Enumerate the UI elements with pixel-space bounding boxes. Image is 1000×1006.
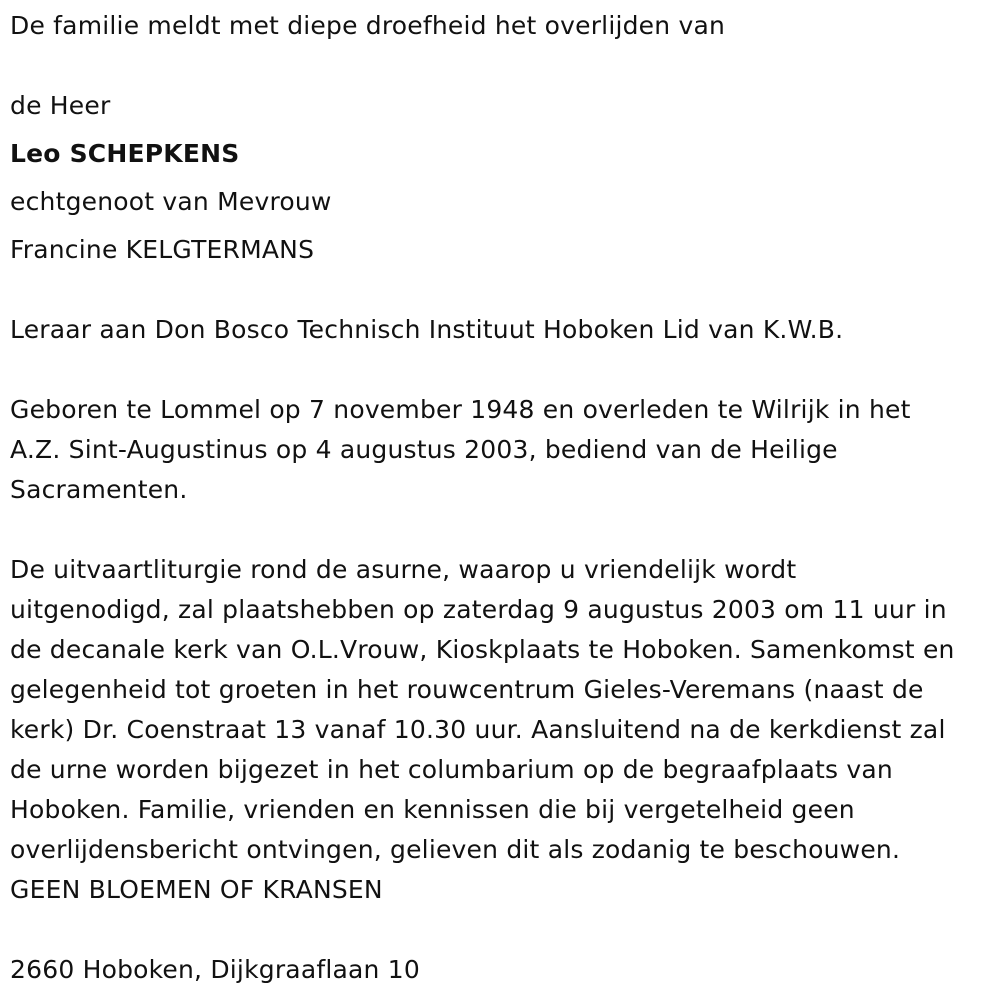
birth-death-line: A.Z. Sint-Augustinus op 4 augustus 2003, bediend van de Heilige xyxy=(10,435,838,464)
birth-death-line: Sacramenten. xyxy=(10,475,188,504)
no-flowers-line: GEEN BLOEMEN OF KRANSEN xyxy=(10,875,383,904)
salutation: de Heer xyxy=(10,91,111,120)
funeral-line: de urne worden bijgezet in het columbarium op de begraafplaats van xyxy=(10,755,893,784)
funeral-line: overlijdensbericht ontvingen, gelieven dit als zodanig te beschouwen. xyxy=(10,835,901,864)
funeral-paragraph xyxy=(10,550,995,910)
funeral-line: de decanale kerk van O.L.Vrouw, Kioskplaats te Hoboken. Samenkomst en xyxy=(10,635,955,664)
funeral-line: uitgenodigd, zal plaatshebben op zaterdag 9 augustus 2003 om 11 uur in xyxy=(10,595,947,624)
funeral-line: De uitvaartliturgie rond de asurne, waarop u vriendelijk wordt xyxy=(10,555,797,584)
address: 2660 Hoboken, Dijkgraaflaan 10 xyxy=(10,955,420,984)
spouse-intro: echtgenoot van Mevrouw xyxy=(10,187,332,216)
funeral-line: Hoboken. Familie, vrienden en kennissen die bij vergetelheid geen xyxy=(10,795,855,824)
birth-death-paragraph xyxy=(10,390,995,510)
deceased-name: Leo SCHEPKENS xyxy=(10,139,240,168)
funeral-line: gelegenheid tot groeten in het rouwcentrum Gieles-Veremans (naast de xyxy=(10,675,924,704)
intro-text: De familie meldt met diepe droefheid het overlijden van xyxy=(10,11,726,40)
spouse-name: Francine KELGTERMANS xyxy=(10,235,315,264)
profession: Leraar aan Don Bosco Technisch Instituut Hoboken Lid van K.W.B. xyxy=(10,315,844,344)
funeral-line: kerk) Dr. Coenstraat 13 vanaf 10.30 uur. Aansluitend na de kerkdienst zal xyxy=(10,715,946,744)
birth-death-line: Geboren te Lommel op 7 november 1948 en overleden te Wilrijk in het xyxy=(10,395,911,424)
